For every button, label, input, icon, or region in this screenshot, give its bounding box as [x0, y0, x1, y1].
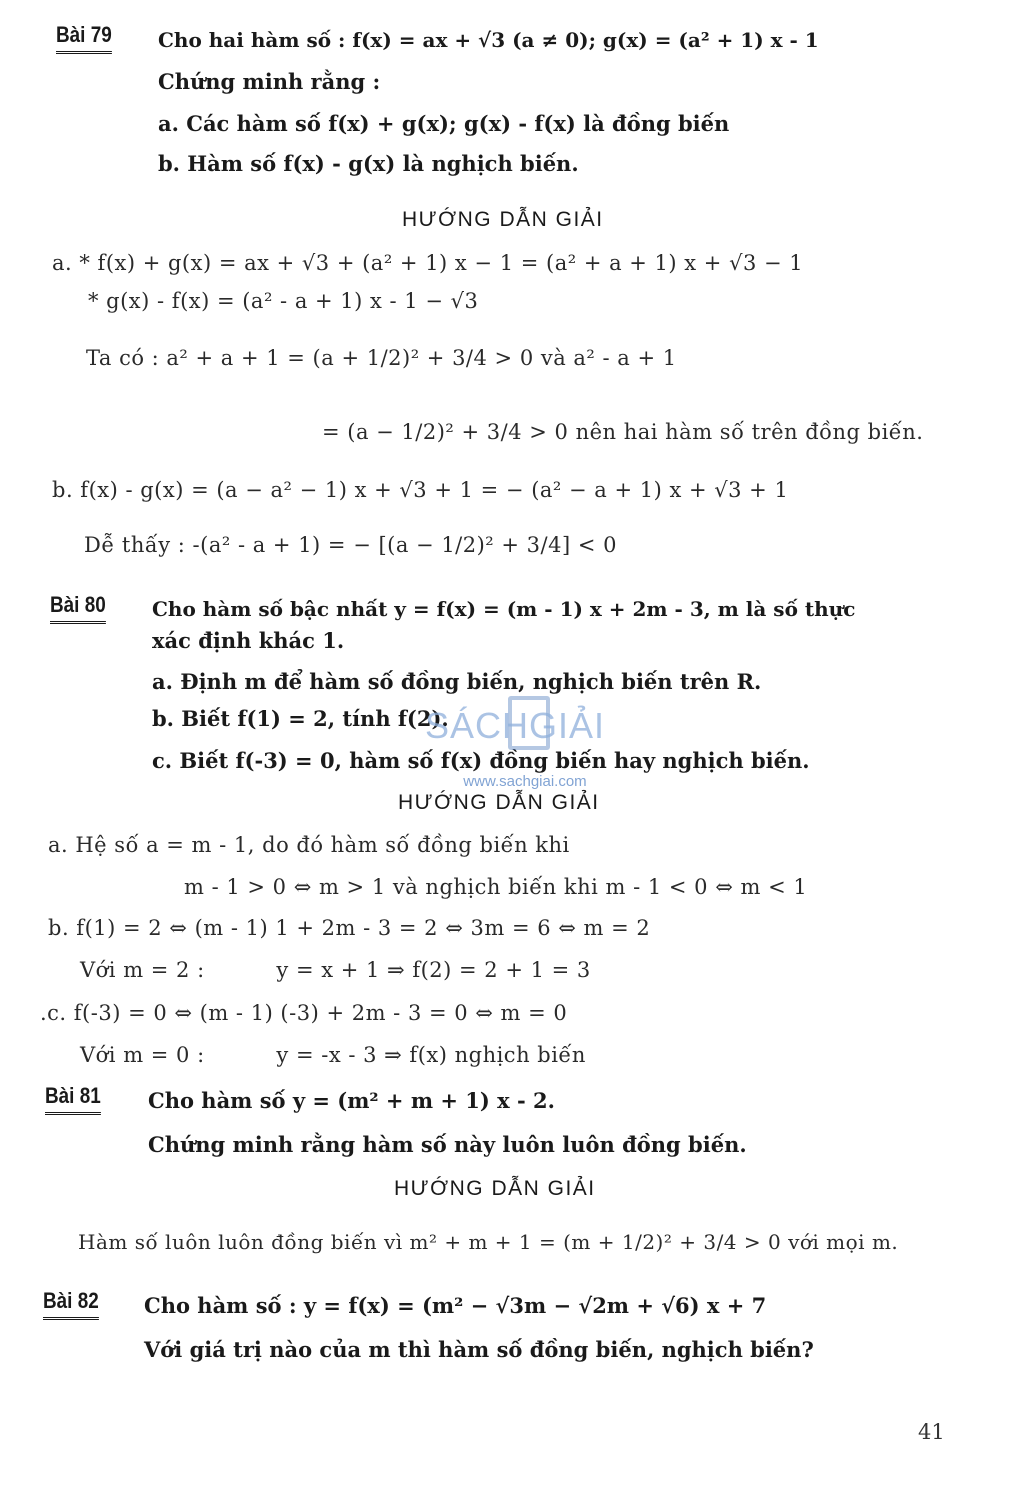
problem-80-label: Bài 80: [50, 594, 106, 624]
watermark-brand: SÁCHGIẢI: [424, 705, 606, 746]
problem-79-statement-line: Chứng minh rằng :: [158, 69, 381, 94]
problem-82-statement-line: Cho hàm số : y = f(x) = (m² − √3m − √2m + √6) x + 7: [144, 1293, 767, 1318]
page-number: 41: [918, 1420, 945, 1444]
problem-79-part-a: a. Các hàm số f(x) + g(x); g(x) - f(x) là đồng biến: [158, 111, 730, 136]
problem-80-statement-line: xác định khác 1.: [152, 628, 345, 653]
problem-81-statement-line: Chứng minh rằng hàm số này luôn luôn đồng biến.: [148, 1132, 747, 1157]
problem-80-solution-line: a. Hệ số a = m - 1, do đó hàm số đồng biến khi: [48, 833, 570, 857]
problem-79-solution-line: a. * f(x) + g(x) = ax + √3 + (a² + 1) x − 1 = (a² + a + 1) x + √3 − 1: [52, 251, 804, 275]
problem-79-solution-heading: HƯỚNG DẪN GIẢI: [402, 208, 604, 231]
problem-81-solution-line: Hàm số luôn luôn đồng biến vì m² + m + 1 = (m + 1/2)² + 3/4 > 0 với mọi m.: [78, 1230, 899, 1254]
watermark-url: www.sachgiai.com: [463, 773, 587, 790]
problem-79-statement-line: Cho hai hàm số : f(x) = ax + √3 (a ≠ 0); g(x) = (a² + 1) x - 1: [158, 28, 819, 52]
problem-82-statement-line: Với giá trị nào của m thì hàm số đồng biến, nghịch biến?: [144, 1337, 814, 1362]
problem-79-label: Bài 79: [56, 24, 112, 54]
problem-82-label: Bài 82: [43, 1290, 99, 1320]
problem-79-solution-line: Dễ thấy : -(a² - a + 1) = − [(a − 1/2)² + 3/4] < 0: [84, 533, 617, 557]
problem-79-part-b: b. Hàm số f(x) - g(x) là nghịch biến.: [158, 151, 579, 176]
problem-81-label: Bài 81: [45, 1085, 101, 1115]
problem-81-statement-line: Cho hàm số y = (m² + m + 1) x - 2.: [148, 1088, 555, 1113]
problem-79-solution-line: = (a − 1/2)² + 3/4 > 0 nên hai hàm số trên đồng biến.: [322, 420, 924, 444]
problem-80-solution-heading: HƯỚNG DẪN GIẢI: [398, 791, 600, 814]
problem-80-statement-line: Cho hàm số bậc nhất y = f(x) = (m - 1) x + 2m - 3, m là số thực: [152, 597, 856, 621]
problem-80-solution-line: Với m = 2 : y = x + 1 ⇒ f(2) = 2 + 1 = 3: [80, 958, 591, 982]
problem-80-solution-line: b. f(1) = 2 ⇔ (m - 1) 1 + 2m - 3 = 2 ⇔ 3m = 6 ⇔ m = 2: [48, 916, 651, 940]
problem-80-solution-line: Với m = 0 : y = -x - 3 ⇒ f(x) nghịch biến: [80, 1043, 586, 1067]
problem-79-solution-line: Ta có : a² + a + 1 = (a + 1/2)² + 3/4 > 0 và a² - a + 1: [86, 346, 677, 370]
problem-80-part-a: a. Định m để hàm số đồng biến, nghịch biến trên R.: [152, 669, 762, 694]
problem-81-solution-heading: HƯỚNG DẪN GIẢI: [394, 1177, 596, 1200]
sachgiai-watermark: [410, 696, 620, 792]
problem-80-part-b: b. Biết f(1) = 2, tính f(2).: [152, 706, 449, 731]
problem-79-solution-line: * g(x) - f(x) = (a² - a + 1) x - 1 − √3: [88, 289, 479, 313]
problem-80-solution-line: m - 1 > 0 ⇔ m > 1 và nghịch biến khi m - 1 < 0 ⇔ m < 1: [184, 875, 808, 899]
problem-80-solution-line: .c. f(-3) = 0 ⇔ (m - 1) (-3) + 2m - 3 = 0 ⇔ m = 0: [40, 1001, 568, 1025]
problem-80-part-c: c. Biết f(-3) = 0, hàm số f(x) đồng biến hay nghịch biến.: [152, 748, 810, 773]
problem-79-solution-line: b. f(x) - g(x) = (a − a² − 1) x + √3 + 1 = − (a² − a + 1) x + √3 + 1: [52, 478, 789, 502]
